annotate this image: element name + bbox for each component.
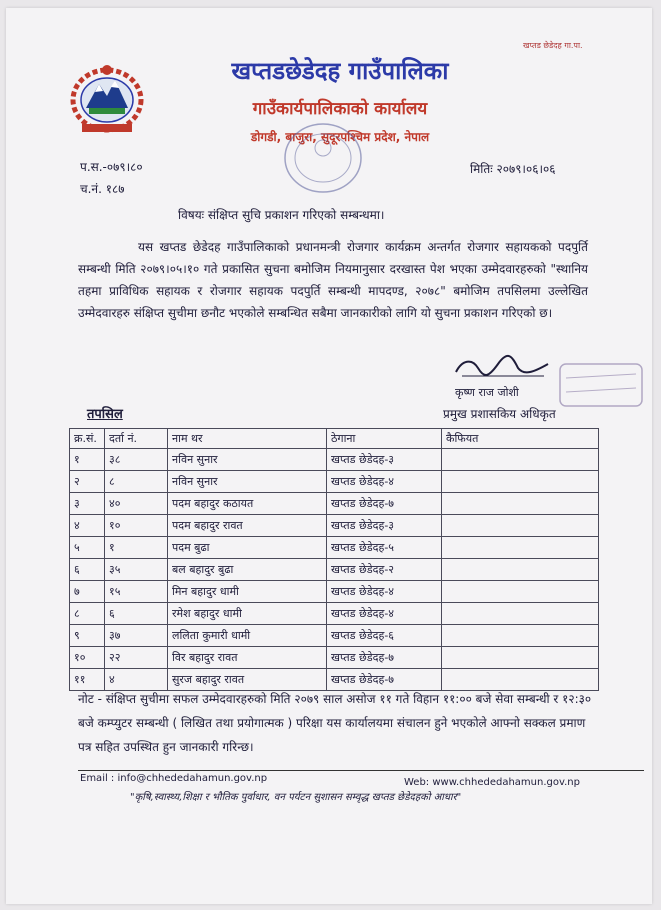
cell-remarks	[442, 449, 599, 471]
cell-serial: ४	[70, 515, 105, 537]
table-row	[70, 559, 599, 581]
cell-address: खप्तड छेडेदह-३	[327, 515, 442, 537]
cell-registration: ४	[105, 669, 168, 691]
schedule-heading: तपसिल	[87, 407, 123, 422]
cell-serial: ६	[70, 559, 105, 581]
footer-website[interactable]: Web: www.chhededahamun.gov.np	[404, 777, 580, 788]
table-row	[70, 471, 599, 493]
cell-name: सुरज बहादुर रावत	[168, 669, 327, 691]
cell-remarks	[442, 537, 599, 559]
cell-registration: ६	[105, 603, 168, 625]
top-stamp: खप्तड छेडेदह गा.पा.	[523, 41, 583, 50]
cell-serial: ११	[70, 669, 105, 691]
cell-registration: ३८	[105, 449, 168, 471]
cell-remarks	[442, 625, 599, 647]
cell-remarks	[442, 581, 599, 603]
cell-remarks	[442, 559, 599, 581]
cell-address: खप्तड छेडेदह-३	[327, 449, 442, 471]
cell-serial: ५	[70, 537, 105, 559]
signatory-title: प्रमुख प्रशासकिय अधिकृत	[443, 407, 556, 421]
header-serial: क्र.सं.	[70, 429, 105, 449]
signatory-name: कृष्ण राज जोशी	[455, 386, 519, 399]
dispatch-number: च.नं. १८७	[80, 182, 125, 196]
cell-registration: २२	[105, 647, 168, 669]
footer-motto: "कृषि,स्वास्थ्य,शिक्षा र भौतिक पुर्वाधार, वन पर्यटन सुशासन सम्वृद्ध खप्तड छेडेदहको आधार"	[130, 792, 462, 803]
cell-serial: ९	[70, 625, 105, 647]
header-remarks: कैफियत	[442, 429, 599, 449]
cell-name: नविन सुनार	[168, 449, 327, 471]
cell-name: पदम बुढा	[168, 537, 327, 559]
cell-address: खप्तड छेडेदह-७	[327, 647, 442, 669]
cell-name: बल बहादुर बुढा	[168, 559, 327, 581]
cell-address: खप्तड छेडेदह-५	[327, 537, 442, 559]
cell-name: मिन बहादुर धामी	[168, 581, 327, 603]
table-row	[70, 625, 599, 647]
cell-serial: २	[70, 471, 105, 493]
reference-number: प.स.-०७९।८०	[80, 160, 143, 174]
table-row	[70, 449, 599, 471]
cell-serial: १०	[70, 647, 105, 669]
candidate-table	[69, 428, 599, 691]
table-row	[70, 647, 599, 669]
office-name: गाउँकार्यपालिकाको कार्यालय	[252, 99, 428, 119]
cell-address: खप्तड छेडेदह-४	[327, 603, 442, 625]
cell-name: नविन सुनार	[168, 471, 327, 493]
cell-address: खप्तड छेडेदह-६	[327, 625, 442, 647]
table-row	[70, 493, 599, 515]
notice-body: यस खप्तड छेडेदह गाउँपालिकाको प्रधानमन्त्री रोजगार कार्यक्रम अन्तर्गत रोजगार सहायकको पदपुर्ति सम्बन्धी मिति २०७९।०५।१० गते प्रकासित सुचना बमोजिम नियमानुसार दरखास्त पेश भएका उम्मेदवारहरुको "स्थानिय तहमा प्राविधिक सहायक र रोजगार सहायक पदपुर्ति सम्बन्धी मापदण्ड, २०७८" बमोजिम तपसिलमा उल्लेखित उम्मेदवारहरु संक्षिप्त सुचीमा छनौट भएकोले सम्बन्धित सबैमा जानकारीको लागि यो सुचना प्रकाशन गरिएको छ।	[78, 240, 588, 320]
table-header-row	[70, 429, 599, 449]
cell-address: खप्तड छेडेदह-४	[327, 471, 442, 493]
cell-name: पदम बहादुर कठायत	[168, 493, 327, 515]
cell-name: पदम बहादुर रावत	[168, 515, 327, 537]
header-registration: दर्ता नं.	[105, 429, 168, 449]
letter-date: मितिः २०७९।०६।०६	[470, 162, 556, 176]
header-name: नाम थर	[168, 429, 327, 449]
table-row	[70, 581, 599, 603]
cell-remarks	[442, 647, 599, 669]
cell-name: ललिता कुमारी धामी	[168, 625, 327, 647]
cell-remarks	[442, 471, 599, 493]
cell-registration: १५	[105, 581, 168, 603]
cell-address: खप्तड छेडेदह-२	[327, 559, 442, 581]
cell-name: रमेश बहादुर धामी	[168, 603, 327, 625]
cell-remarks	[442, 493, 599, 515]
cell-registration: ४०	[105, 493, 168, 515]
cell-address: खप्तड छेडेदह-७	[327, 669, 442, 691]
cell-registration: १	[105, 537, 168, 559]
cell-registration: ८	[105, 471, 168, 493]
official-stamp	[556, 360, 646, 410]
cell-serial: १	[70, 449, 105, 471]
organization-name: खप्तडछेडेदह गाउँपालिका	[231, 57, 449, 85]
cell-remarks	[442, 603, 599, 625]
emblem-logo	[66, 58, 148, 138]
cell-registration: ३७	[105, 625, 168, 647]
cell-address: खप्तड छेडेदह-४	[327, 581, 442, 603]
exam-note: नोट - संक्षिप्त सुचीमा सफल उम्मेदवारहरुको मिति २०७९ साल असोज ११ गते विहान ११:०० बजे सेवा सम्बन्धी र १२:३० बजे कम्प्युटर सम्बन्धी ( लिखित तथा प्रयोगात्मक ) परिक्षा यस कार्यालयमा संचालन हुने भएकोले आफ्नो सक्कल प्रमाण पत्र सहित उपस्थित हुन जानकारी गरिन्छ।	[78, 692, 592, 754]
cell-registration: १०	[105, 515, 168, 537]
cell-address: खप्तड छेडेदह-७	[327, 493, 442, 515]
cell-remarks	[442, 515, 599, 537]
table-row	[70, 603, 599, 625]
cell-serial: ८	[70, 603, 105, 625]
office-seal	[280, 118, 366, 198]
cell-serial: ३	[70, 493, 105, 515]
cell-serial: ७	[70, 581, 105, 603]
table-row	[70, 515, 599, 537]
header-address: ठेगाना	[327, 429, 442, 449]
signature	[448, 350, 558, 384]
footer-email[interactable]: Email : info@chhededahamun.gov.np	[80, 773, 268, 784]
office-address: डोगडी, बाजुरा, सुदूरपश्चिम प्रदेश, नेपाल	[250, 130, 430, 144]
footer-divider	[78, 770, 644, 771]
letter-subject: विषयः संक्षिप्त सुचि प्रकाशन गरिएको सम्बन्धमा।	[178, 208, 385, 222]
cell-name: विर बहादुर रावत	[168, 647, 327, 669]
table-row	[70, 537, 599, 559]
cell-registration: ३५	[105, 559, 168, 581]
